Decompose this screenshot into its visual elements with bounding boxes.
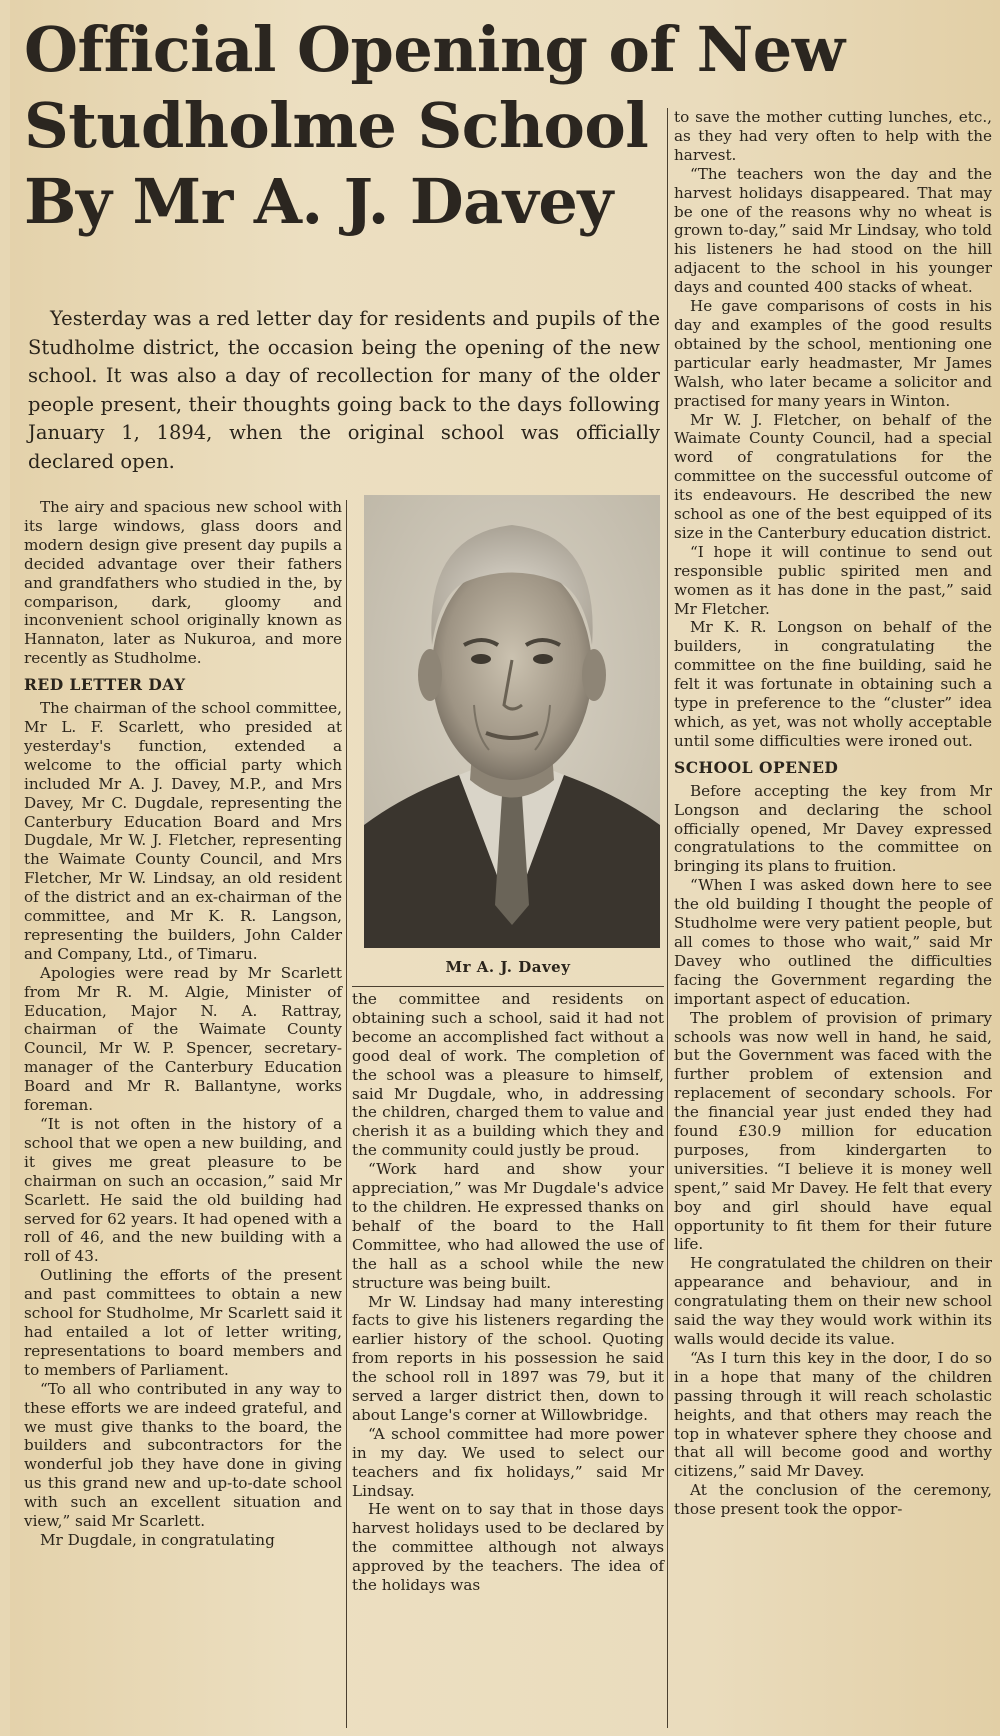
- standfirst: Yesterday was a red letter day for residents and pupils of the Studholme district, the occasion being the opening of the new school. It was also a day of recollection for many of the older people present, their thoughts going back to the days following January 1, 1894, when the original school was officially declared open.: [28, 307, 660, 473]
- portrait-illustration: [364, 495, 660, 948]
- column-rule-right: [667, 108, 668, 1728]
- paragraph: “I hope it will continue to send out responsible public spirited men and women as it has done in the past,” said Mr Fletcher.: [674, 542, 992, 618]
- subheading-red-letter-day: RED LETTER DAY: [24, 675, 186, 695]
- paragraph: Mr W. Lindsay had many interesting facts to give his listeners regarding the earlier history of the school. Quoting from reports in his possession he said the school roll in 1897 was 79, but it served a larger district then, down to about Lange's corner at Willowbridge.: [352, 1292, 664, 1424]
- subheading-school-opened: SCHOOL OPENED: [674, 757, 839, 777]
- headline-line-1: Official Opening of New: [24, 13, 845, 86]
- headline-line-2: Studholme School: [24, 89, 649, 162]
- paragraph: “It is not often in the history of a school that we open a new building, and it gives me great pleasure to be chairman on such an occasion,” said Mr Scarlett. He said the old building had served for 62 years. It had opened with a roll of 46, and the new building with a roll of 43.: [24, 1115, 342, 1266]
- paragraph: The airy and spacious new school with its large windows, glass doors and modern design give present day pupils a decided advantage over their fathers and grandfathers who studied in the, by comparison, dark, gloomy and inconvenient school originally known as Hannaton, later as Nukuroa, and more recently as Studholme.: [24, 498, 342, 668]
- paragraph: He gave comparisons of costs in his day and examples of the good results obtained by the school, mentioning one particular early headmaster, Mr James Walsh, who later became a solicitor and practised for many years in Winton.: [674, 297, 992, 410]
- photo-rule: [352, 986, 664, 987]
- paragraph: Mr W. J. Fletcher, on behalf of the Waimate County Council, had a special word of congratulations for the committee on the successful outcome of its endeavours. He described the new school as one of the best equipped of its size in the Canterbury education district.: [674, 410, 992, 542]
- paragraph: He congratulated the children on their appearance and behaviour, and in congratulating them on their new school said the way they would work within its walls would decide its value.: [674, 1254, 992, 1348]
- paragraph: The problem of provision of primary schools was now well in hand, he said, but the Government was faced with the further problem of extension and replacement of secondary schools. For the financial year just ended they had found £30.9 million for education purposes, from kindergarten to universities. “I believe it is money well spent,” said Mr Davey. He felt that every boy and girl should have equal opportunity to fit them for their future life.: [674, 1008, 992, 1254]
- paragraph: “The teachers won the day and the harvest holidays disappeared. That may be one of the reasons why no wheat is grown to-day,” said Mr Lindsay, who told his listeners he had stood on the hill adjacent to the school in his younger days and counted 400 stacks of wheat.: [674, 164, 992, 297]
- article-column-3: [674, 108, 992, 1519]
- paragraph: Apologies were read by Mr Scarlett from Mr R. M. Algie, Minister of Education, Major N. A. Rattray, chairman of the Waimate County Council, Mr W. P. Spencer, secretary-manager of the Canterbury Education Board and Mr R. Ballantyne, works foreman.: [24, 963, 342, 1115]
- paragraph: the committee and residents on obtaining such a school, said it had not become an accomplished fact without a good deal of work. The completion of the school was a pleasure to himself, said Mr Dugdale, who, in addressing the children, charged them to value and cherish it as a building which they and the community could justly be proud.: [352, 990, 664, 1160]
- paragraph: “To all who contributed in any way to these efforts we are indeed grateful, and we must give thanks to the board, the builders and subcontractors for the wonderful job they have done in giving us this grand new and up-to-date school with such an excellent situation and view,” said Mr Scarlett.: [24, 1379, 342, 1531]
- paragraph: Mr K. R. Longson on behalf of the builders, in congratulating the committee on the fine building, said he felt it was fortunate in obtaining such a type in preference to the “cluster” idea which, as yet, was not wholly acceptable until some difficulties were ironed out.: [674, 618, 992, 750]
- paragraph: “Work hard and show your appreciation,” was Mr Dugdale's advice to the children. He expressed thanks on behalf of the board to the Hall Committee, who had allowed the use of the hall as a school while the new structure was being built.: [352, 1160, 664, 1292]
- paragraph: to save the mother cutting lunches, etc., as they had very often to help with the harvest.: [674, 108, 992, 164]
- paragraph: Mr Dugdale, in congratulating: [40, 1530, 275, 1549]
- paragraph: Before accepting the key from Mr Longson and declaring the school officially opened, Mr Davey expressed congratulations to the committee on bringing its plans to fruition.: [674, 781, 992, 876]
- column-rule-left: [346, 500, 347, 1728]
- paragraph: He went on to say that in those days harvest holidays used to be declared by the committee although not always approved by the teachers. The idea of the holidays was: [352, 1500, 664, 1595]
- paragraph: Outlining the efforts of the present and past committees to obtain a new school for Studholme, Mr Scarlett said it had entailed a lot of letter writing, representations to board members and to members of Parliament.: [24, 1266, 342, 1379]
- paragraph: “When I was asked down here to see the old building I thought the people of Studholme were very patient people, but all comes to those who wait,” said Mr Davey who outlined the difficulties facing the Government regarding the important aspect of education.: [674, 876, 992, 1008]
- photo-caption: Mr A. J. Davey: [445, 958, 571, 976]
- portrait-photo: [364, 495, 660, 948]
- paragraph: At the conclusion of the ceremony, those present took the oppor-: [674, 1481, 992, 1519]
- article-column-2: [352, 990, 664, 1595]
- paragraph: “As I turn this key in the door, I do so in a hope that many of the children passing through it will reach scholastic heights, and that others may reach the top in whatever sphere they choose and that all will become good and worthy citizens,” said Mr Davey.: [674, 1348, 992, 1481]
- article-column-1: [24, 498, 342, 1550]
- paragraph: The chairman of the school committee, Mr L. F. Scarlett, who presided at yesterday's function, extended a welcome to the official party which included Mr A. J. Davey, M.P., and Mrs Davey, Mr C. Dugdale, representing the Canterbury Education Board and Mrs Dugdale, Mr W. J. Fletcher, representing the Waimate County Council, and Mrs Fletcher, Mr W. Lindsay, an old resident of the district and an ex-chairman of the committee, and Mr K. R. Langson, representing the builders, John Calder and Company, Ltd., of Timaru.: [24, 699, 342, 963]
- paragraph: “A school committee had more power in my day. We used to select our teachers and fix holidays,” said Mr Lindsay.: [352, 1424, 664, 1500]
- headline-line-3: By Mr A. J. Davey: [24, 165, 613, 238]
